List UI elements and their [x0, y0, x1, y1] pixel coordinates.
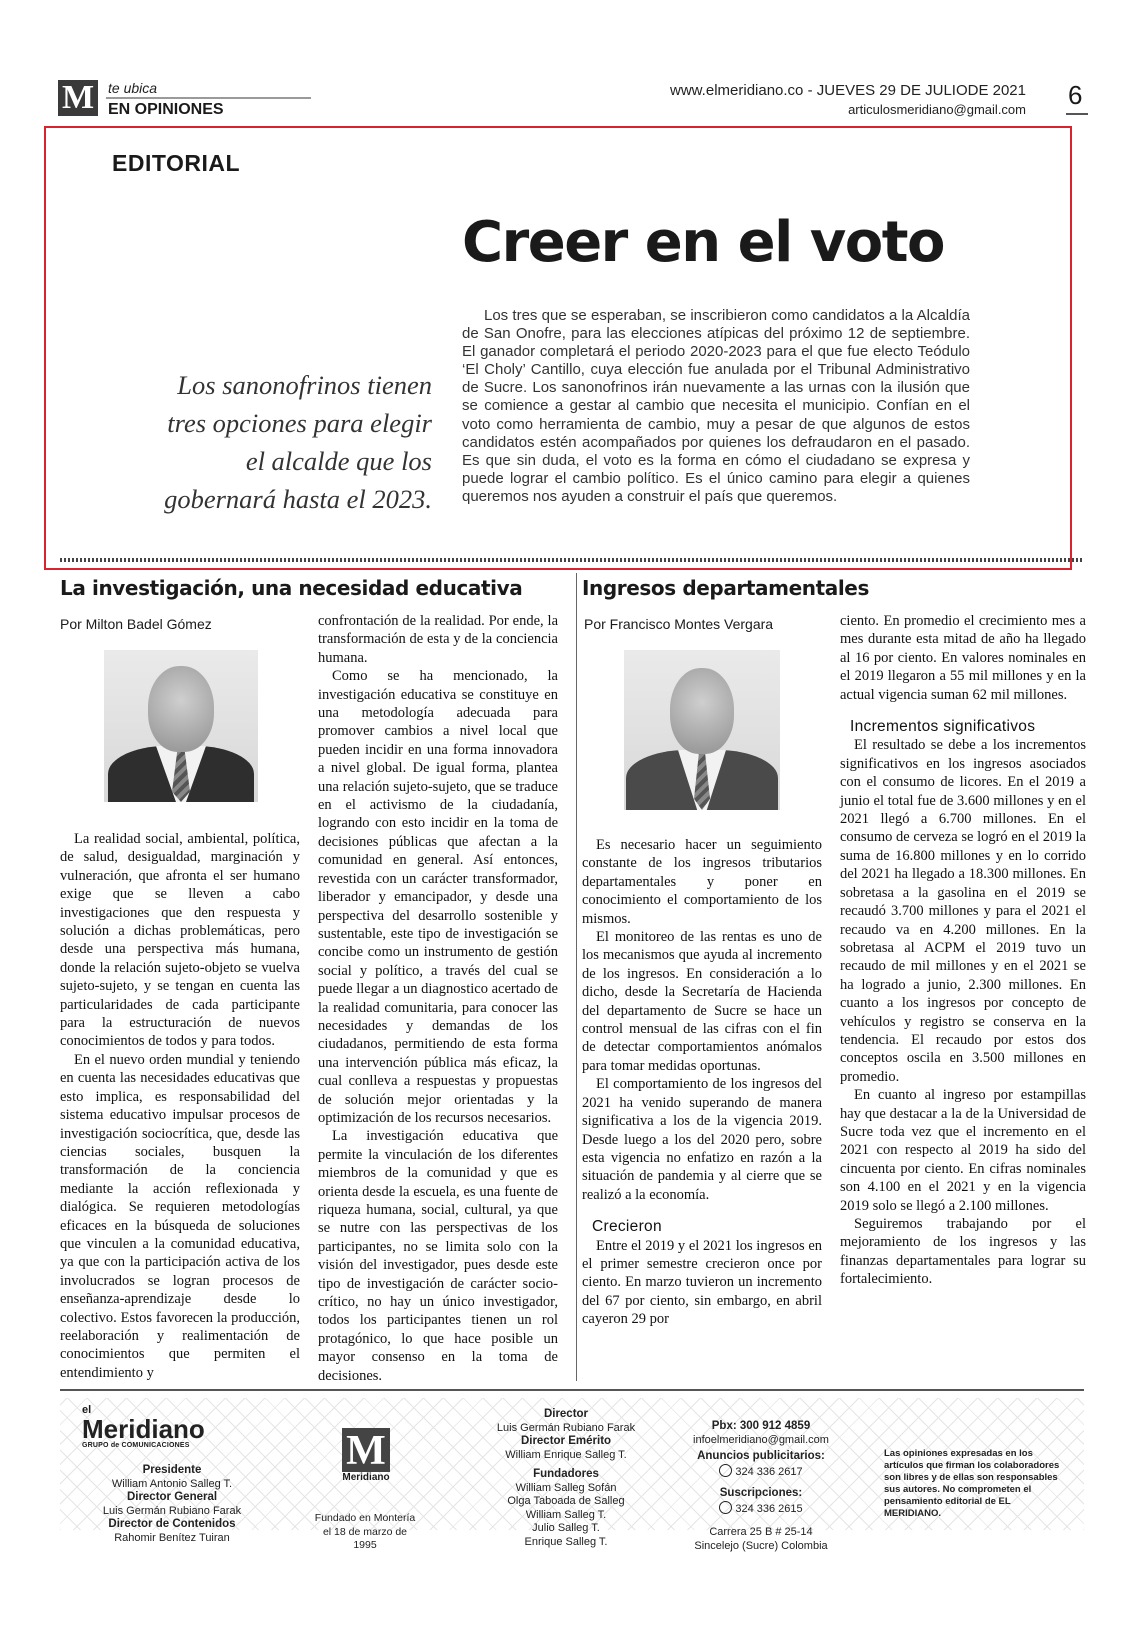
founders-label: Fundadores	[533, 1468, 599, 1480]
subs-label: Suscripciones:	[719, 1487, 803, 1499]
site-date[interactable]: www.elmeridiano.co - JUEVES 29 DE JULIODE 2021	[670, 82, 1026, 99]
section-name: EN OPINIONES	[108, 101, 224, 118]
footer-staff	[82, 1464, 262, 1545]
ads-label: Anuncios publicitarios:	[697, 1450, 825, 1462]
article2-byline: Por Francisco Montes Vergara	[584, 616, 774, 632]
founder-name: William Salleg Sofán	[515, 1481, 617, 1494]
editorial-title: Creer en el voto	[462, 210, 945, 275]
staff-name: Rahomir Benítez Tuiran	[114, 1531, 230, 1544]
paragraph: El resultado se debe a los incrementos significativos en los ingresos asociados con el consumo de licores. En el 2019 a junio el total fue de 3.600 millones y en el 2021 llegó a 6.700 millones. En el consumo de cerveza se logró en el 2019 la suma de 16.800 millones y en lo corrido del 2021 ha llegado a 18.300 millones. En sobretasa a la gasolina en el 2019 se recaudó 3.700 millones y para el 2021 el recaudo va en 4.200 millones. En la sobretasa al ACPM el 2019 tuvo un recaudo de mil millones y en el 2021 se ha logrado a junio, 2.300 millones. En cuanto a los ingresos por concepto de vehículos y registro se conserva en la tendencia. El recaudo por estos dos conceptos oscila en 3.500 millones en promedio.	[840, 737, 1086, 1085]
footer-brand-el: el	[82, 1404, 92, 1416]
footer-contact	[676, 1420, 846, 1553]
paragraph: El monitoreo de las rentas es uno de los mecanismos que ayuda al incremento de los ingresos. En consideración a lo dicho, desde la Secretaría de Hacienda del departamento de Sucre se hace un control mensual de las cifras con el fin de detectar comportamientos anómalos para tomar medidas oportunas.	[582, 929, 822, 1074]
paragraph: Seguiremos trabajando por el mejoramiento de los ingresos y las finanzas departamentales para lograr su fortalecimiento.	[840, 1216, 1086, 1288]
footer-founded: Fundado en Montería el 18 de marzo de 1995	[314, 1512, 416, 1551]
footer-mid-logo	[338, 1428, 394, 1488]
article2-subheading-incrementos: Incrementos significativos	[850, 718, 1036, 736]
staff-name: William Antonio Salleg T.	[111, 1477, 233, 1490]
staff-name: Luis Germán Rubiano Farak	[102, 1504, 242, 1517]
editorial-pull-quote: Los sanonofrinos tienen tres opciones para elegir el alcalde que los gobernará hasta el 2023.	[164, 370, 432, 514]
article2-subheading-crecieron: Crecieron	[592, 1218, 662, 1236]
emeritus-name: William Enrique Salleg T.	[505, 1448, 627, 1461]
dotted-separator	[60, 558, 1084, 562]
staff-role: Director General	[126, 1491, 218, 1503]
pbx: Pbx: 300 912 4859	[711, 1420, 811, 1432]
footer-mid-logo-mark: M	[342, 1428, 390, 1472]
founder-name: Enrique Salleg T.	[524, 1535, 608, 1548]
editorial-body: Los tres que se esperaban, se inscribieron como candidatos a la Alcaldía de San Onofre, para las elecciones atípicas del próximo 12 de septiembre. El ganador completará el periodo 2020-2023 para el que fue electo Teódulo ‘El Choly’ Cantillo, cuya elección fue anulada por el Tribunal Administrativo de Sucre. Los sanonofrinos irán nuevamente a las urnas con la ilusión que se comience a gestar al cambio que necesita el municipio. Confían en el voto como herramienta de cambio, muy a pesar de que algunos de estos candidatos estén acompañados por quienes los defraudaron en el pasado. Es que sin duda, el voto es la forma en cómo el ciudadano se expresa y puede lograr el cambio político. Es el único camino para elegir a quienes queremos nos ayuden a construir el país que queremos.	[462, 307, 970, 505]
article1-column-2	[318, 612, 558, 1385]
paragraph: En cuanto al ingreso por estampillas hay que destacar a la de la Universidad de Sucre toda vez que el incremento en el 2021 con respecto al 2019 ha sido del cincuenta por ciento. En cifras nominales son 4.100 en el 2021 y en la vigencia 2019 solo se llegó a 2.100 millones.	[840, 1087, 1086, 1214]
paragraph: La investigación educativa que permite la vinculación de los diferentes miembros de la comunidad y que es orienta desde la escuela, es una fuente de riqueza humana, social, cultural, ya que se nutre con las perspectivas de los participantes, no se limita solo con la visión del investigador, pues desde este tipo de investigación de carácter socio-crítico, no hay un único investigador, todos los participantes tienen un rol protagónico, lo que hace posible un mayor consenso en la toma de decisiones.	[318, 1128, 558, 1384]
article2-column-1	[582, 836, 822, 1329]
ads-phone[interactable]: 324 336 2617	[735, 1465, 803, 1478]
page-number: 6	[1068, 80, 1083, 110]
founder-name: William Salleg T.	[525, 1508, 607, 1521]
article1-title: La investigación, una necesidad educativa	[60, 576, 523, 600]
director-label: Director	[543, 1408, 589, 1420]
paragraph: ciento. En promedio el crecimiento mes a mes durante esta mitad de año ha llegado al 16 por ciento. En valores nominales en el 2019 llegaron a 55 mil millones y en la actual vigencia suman 62 mil millones.	[840, 613, 1086, 703]
address-line: Sincelejo (Sucre) Colombia	[694, 1539, 828, 1552]
whatsapp-icon	[719, 1464, 732, 1477]
founder-name: Julio Salleg T.	[532, 1522, 600, 1534]
staff-role: Director de Contenidos	[108, 1518, 236, 1530]
footer-brand-name: Meridiano	[82, 1414, 205, 1444]
footer-mid-logo-text: Meridiano	[342, 1472, 390, 1483]
column-divider	[576, 573, 577, 1381]
article2-title: Ingresos departamentales	[582, 576, 869, 600]
footer-directors	[478, 1408, 654, 1549]
paragraph: La realidad social, ambiental, política, de salud, desigualdad, marginación y vulneración, que afronta el ser humano exige que se lleven a cabo investigaciones que den respuesta y solución a dichas problemáticas, pero desde una perspectiva más humana, donde la relación sujeto-objeto se vuelva sujeto-sujeto, y se tengan en cuenta las particularidades de cada participante para la estructuración de nuevos conocimientos de todos y para todos.	[60, 831, 300, 1050]
footer-disclaimer: Las opiniones expresadas en los artículos que firman los colaboradores son libres y de ellas son responsables sus autores. No comprometen el pensamiento editorial de EL MERIDIANO.	[884, 1448, 1060, 1519]
footer-email[interactable]: infoelmeridiano@gmail.com	[693, 1433, 829, 1446]
founder-name: Olga Taboada de Salleg	[507, 1495, 625, 1507]
emeritus-label: Director Emérito	[520, 1435, 612, 1447]
article2-author-photo	[624, 650, 780, 810]
subs-phone[interactable]: 324 336 2615	[735, 1502, 803, 1515]
article1-byline: Por Milton Badel Gómez	[60, 616, 212, 632]
address-line: Carrera 25 B # 25-14	[709, 1526, 813, 1538]
masthead-tagline: te ubica	[108, 80, 158, 96]
masthead-rule	[106, 97, 311, 99]
editorial-label: EDITORIAL	[112, 150, 241, 176]
footer-rule	[60, 1389, 1084, 1391]
director-name: Luis Germán Rubiano Farak	[496, 1421, 636, 1434]
whatsapp-icon	[719, 1501, 732, 1514]
masthead-logo: M	[58, 80, 98, 116]
contact-email-header[interactable]: articulosmeridiano@gmail.com	[848, 102, 1026, 117]
paragraph: El comportamiento de los ingresos del 2021 ha venido superando de manera significativa a los de la vigencia 2019. Desde luego a los del 2020 pero, sobre esta vigencia no enfatizo en razón a la situación de pandemia y al cierre que se realizó a la economía.	[582, 1076, 822, 1203]
paragraph: Es necesario hacer un seguimiento constante de los ingresos tributarios departamentales y poner en conocimiento el comportamiento de los mismos.	[582, 837, 822, 927]
paragraph: Entre el 2019 y el 2021 los ingresos en el primer semestre crecieron once por ciento. En marzo tuvieron un incremento del 67 por ciento, sin embargo, en abril cayeron 29 por	[582, 1237, 822, 1328]
page-number-rule	[1066, 113, 1088, 115]
paragraph: Como se ha mencionado, la investigación educativa se constituye en una metodología adecuada para promover cambios a nivel local que pueden incidir en una forma innovadora a nivel global. De igual forma, plantea una relación sujeto-sujeto, que se traduce en el activismo de la ciudadanía, logrando con esto incidir en la toma de decisiones públicas que afectan a la comunidad en general. Así entonces, revestida con un carácter transformador, liberador y emancipador, y desde una perspectiva del desarrollo sostenible y sustentable, este tipo de investigación se concibe como un instrumento de gestión social y político, a través del cual se puede llegar a un diagnostico acertado de la realidad comunitaria, para conocer las necesidades y demandas de los ciudadanos, permitiendo de esta forma una intervención pública más eficaz, la cual conlleva a respuestas y propuestas de solución mejor orientadas y la optimización de los recursos necesarios.	[318, 668, 558, 1126]
paragraph: En el nuevo orden mundial y teniendo en cuenta las necesidades educativas que esto implica, es responsabilidad del sistema educativo impulsar procesos de investigación sociocrítica, que, desde las ciencias sociales, busquen la transformación de la conciencia mediante la acción reflexionada y dialógica. Se requieren metodologías eficaces en la búsqueda de soluciones que vinculen a la comunidad educativa, ya que con la participación activa de los involucrados se logran procesos de enseñanza-aprendizaje desde lo colectivo. Estos favorecen la producción, reelaboración y realimentación de conocimientos que permiten el entendimiento y	[60, 1051, 300, 1381]
article2-column-2	[840, 612, 1086, 1289]
footer-brand-logo	[82, 1404, 242, 1449]
article1-column-1	[60, 830, 300, 1382]
paragraph: confrontación de la realidad. Por ende, la transformación de esta y de la conciencia humana.	[318, 613, 558, 666]
article1-author-photo	[104, 650, 258, 802]
footer-brand-sub: GRUPO de COMUNICACIONES	[82, 1442, 190, 1449]
staff-role: Presidente	[142, 1464, 202, 1476]
